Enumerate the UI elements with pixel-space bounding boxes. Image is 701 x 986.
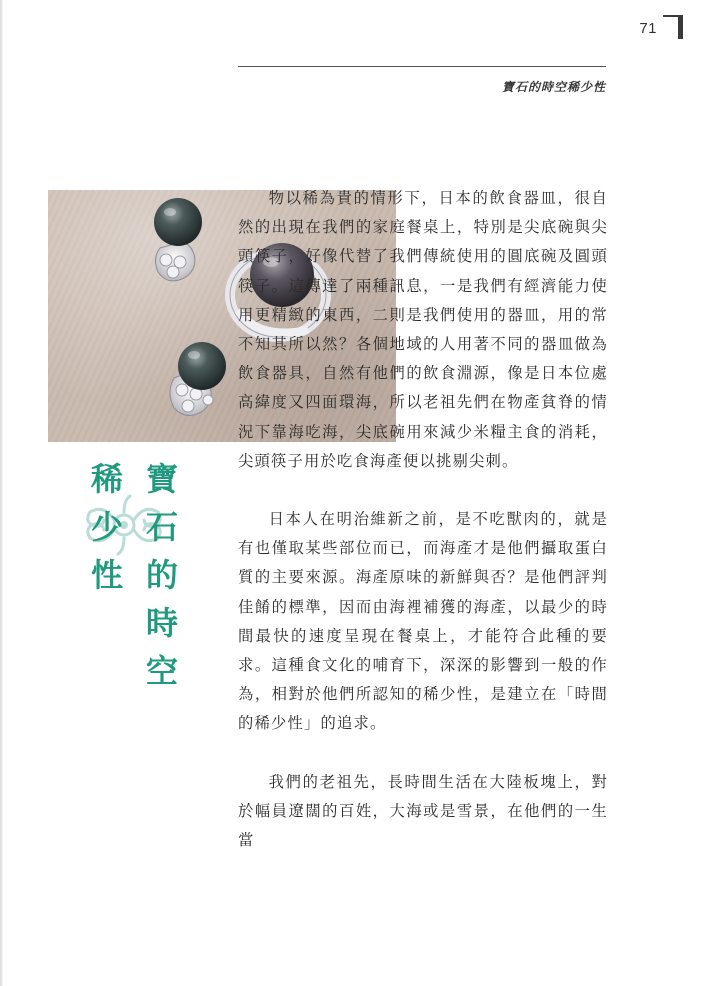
- paragraph-2: 日本人在明治維新之前，是不吃獸肉的，就是有也僅取某些部位而已，而海產才是他們攝取蛋白質的主要來源。海產原味的新鮮與否？是他們評判佳餚的標準，因而由海裡補獲的海產，以最少的時間最快的速度呈現在餐桌上，才能符合此種的要求。這種食文化的哺育下，深深的影響到一般的作為，相對於他們所認知的稀少性，是建立在「時間的稀少性」的追求。: [238, 510, 608, 733]
- body-text: [238, 184, 608, 855]
- corner-mark: [678, 15, 683, 39]
- paragraph-3: 我們的老祖先，長時間生活在大陸板塊上，對於幅員遼闊的百姓，大海或是雪景，在他們的一生當: [238, 772, 608, 850]
- chapter-title: 寶石的時空: [141, 462, 179, 702]
- photo-wrap-space: [0, 184, 172, 448]
- paragraph-1: [238, 184, 608, 476]
- earring-bottom: [170, 342, 226, 416]
- chapter-subtitle: 稀少性: [86, 462, 124, 606]
- page-number: 71: [639, 20, 657, 37]
- running-head: 寶石的時空稀少性: [501, 80, 606, 94]
- paragraph-1-text: 物以稀為貴的情形下，日本的飲食器皿，很自然的出現在我們的家庭餐桌上，特別是尖底碗與尖頭筷子，好像代替了我們傳統使用的圓底碗及圓頭筷子。這傳達了兩種訊息，一是我們有經濟能力使用更精緻的東西，二則是我們使用的器皿，用的常不知其所以然？各個地域的人用著不同的器皿做為飲食器具，自然有他們的飲食淵源，像是日本位處高緯度又四面環海，所以老祖先們在物產貧脊的情況下靠海吃海，尖底碗用來減少米糧主食的消耗，尖頭筷子用於吃食海產便以挑剔尖刺。: [238, 189, 608, 470]
- header-rule: [238, 66, 606, 67]
- page-gutter-edge: [0, 0, 3, 986]
